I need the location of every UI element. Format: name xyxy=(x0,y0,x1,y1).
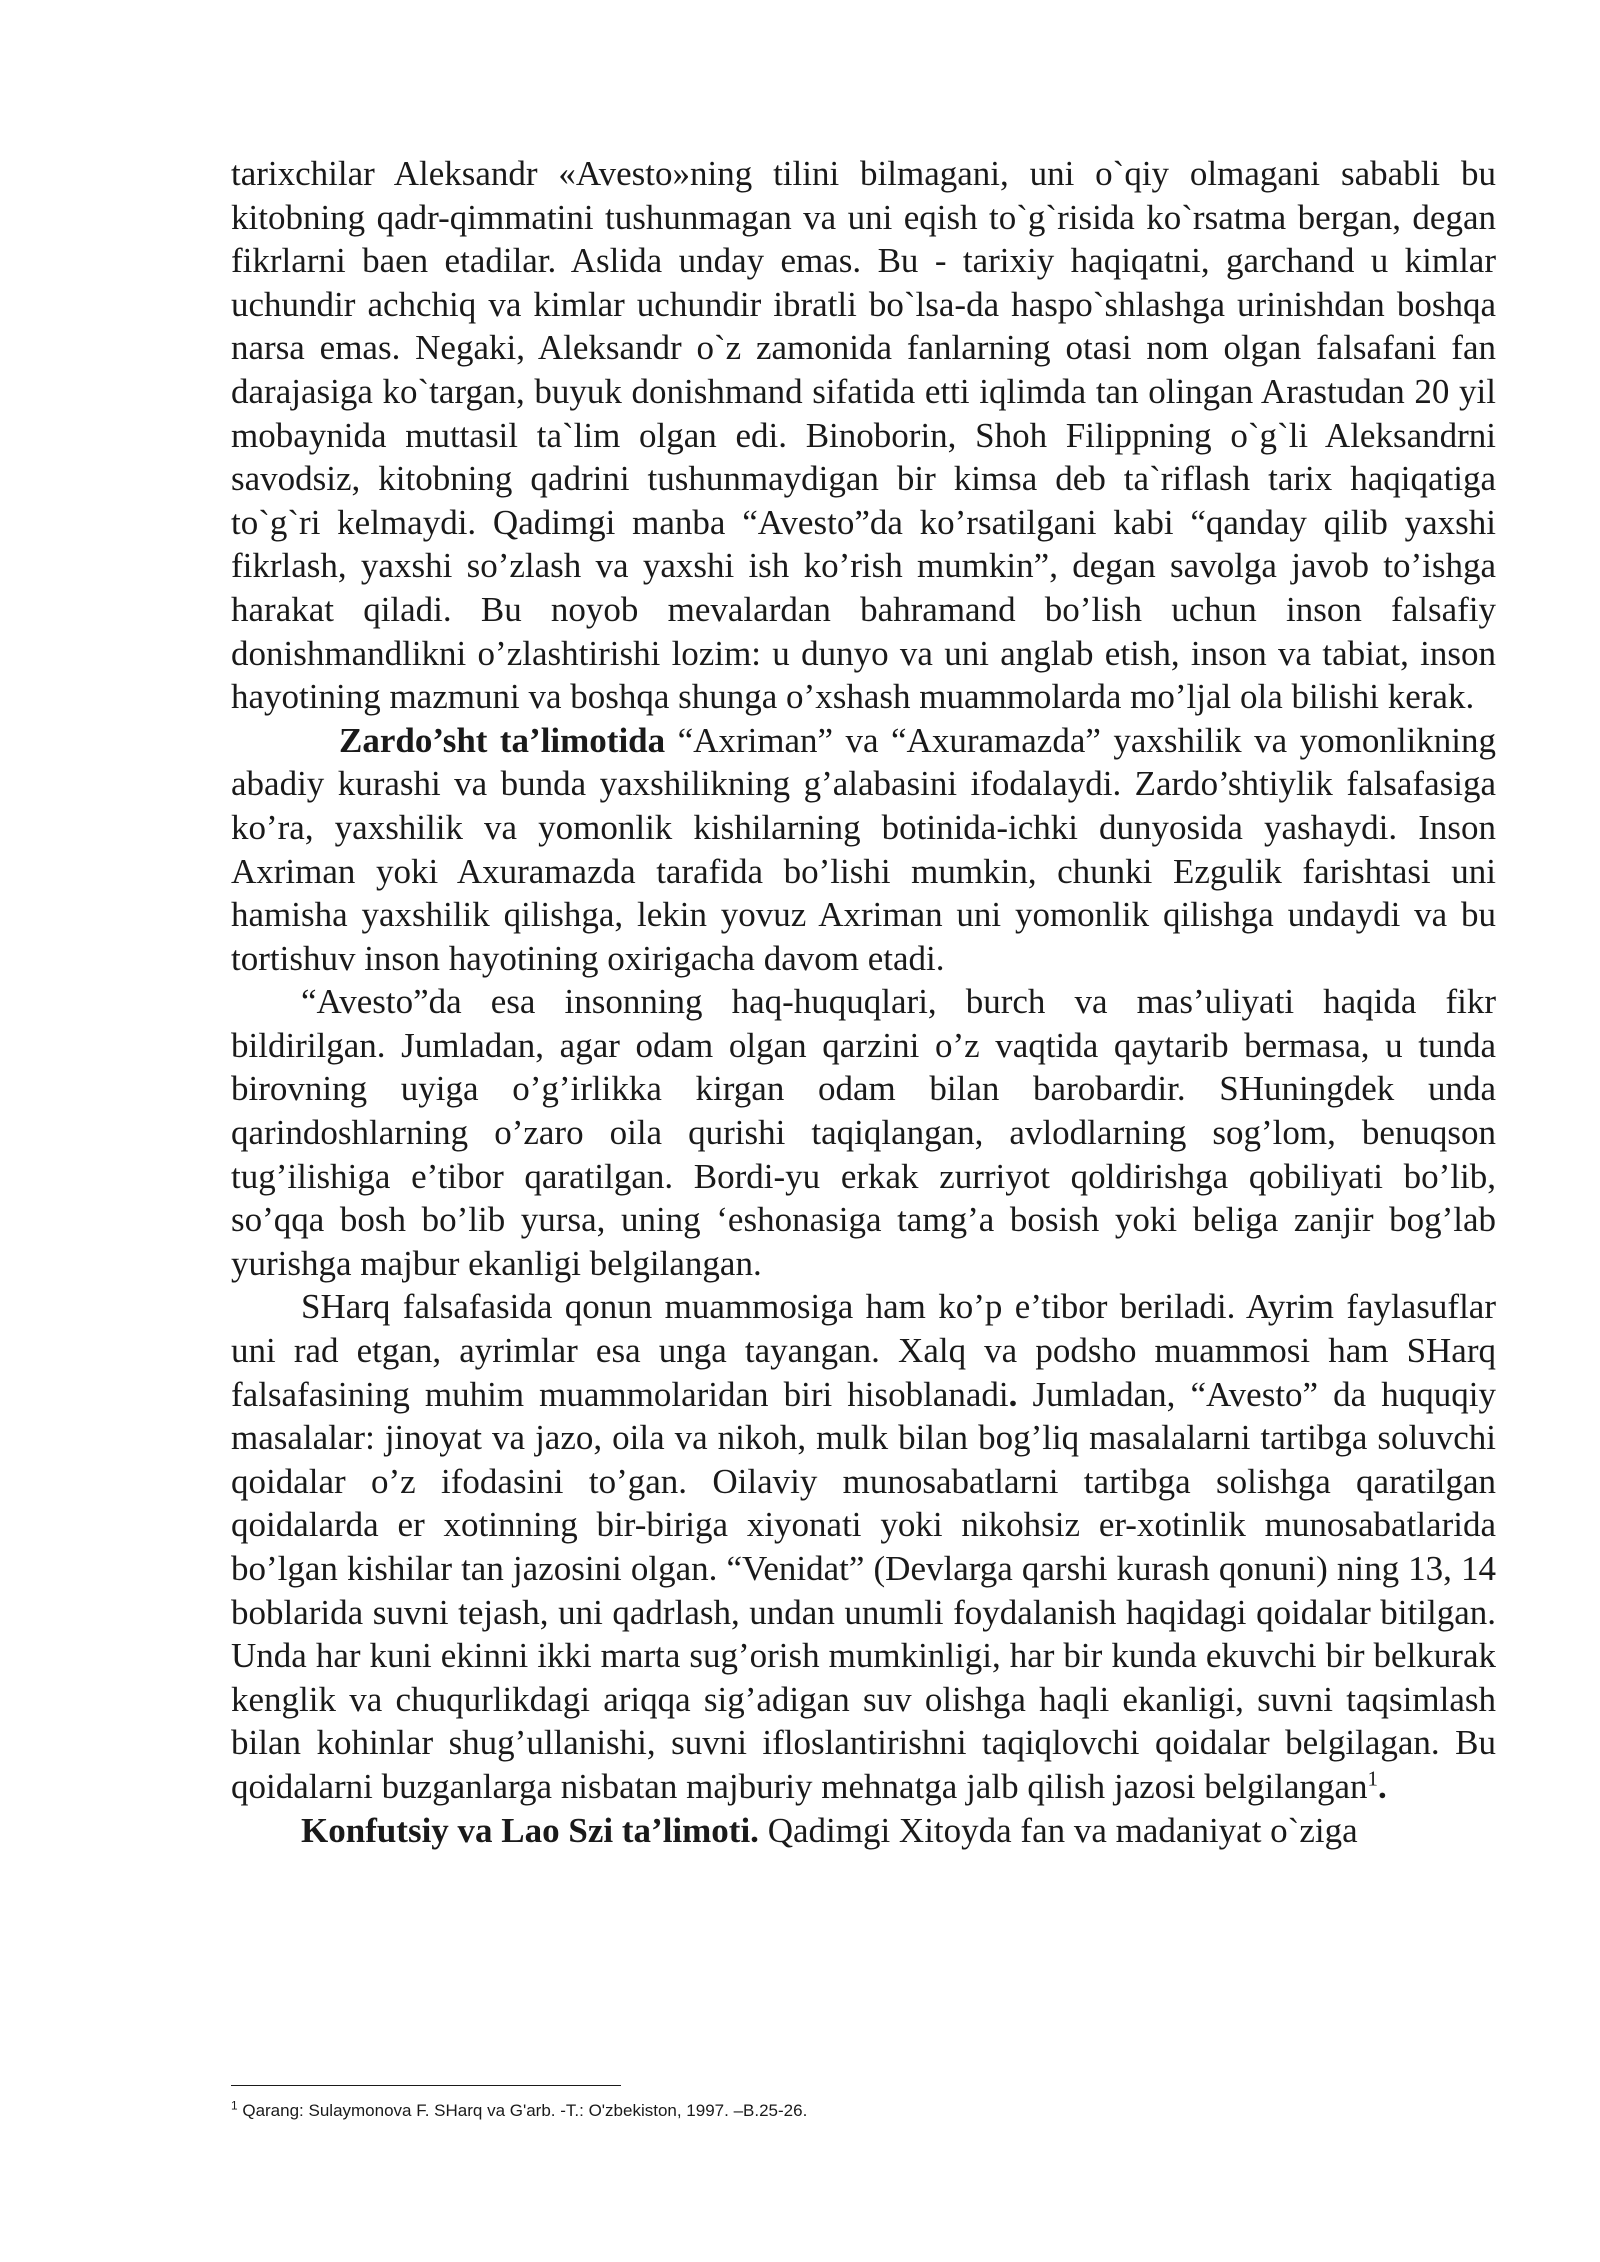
section-heading-konfutsiy: Konfutsiy va Lao Szi ta’limoti. xyxy=(301,1810,759,1850)
footnote-separator xyxy=(231,2085,621,2086)
paragraph-text: “Avesto”da esa insonning haq-huquqlari, burch va mas’uliyati haqida fikr bildirilgan. Jumladan, agar odam olgan qarzini o’z vaqtida qaytarib bermasa, u tunda birovning uyiga o’g’irlikka kirgan odam bilan barobardir. SHuningdek unda qarindoshlarning o’zaro oila qurishi taqiqlangan, avlodlarning sog’lom, benuqson tug’ilishiga e’tibor qaratilgan. Bordi-yu erkak zurriyot qoldirishga qobiliyati bo’lib, so’qqa bosh bo’lib yursa, uning ‘eshonasiga tamg’a bosish yoki beliga zanjir bog’lab yurishga majbur ekanligi belgilangan. xyxy=(231,982,1496,1283)
footnote-text: Qarang: Sulaymonova F. SHarq va G'arb. -T.: O'zbekiston, 1997. –B.25-26. xyxy=(237,2101,808,2120)
paragraph-text: SHarq falsafasida qonun muammosiga ham ko’p e’tibor beriladi. Ayrim faylasuflar uni rad etgan, ayrimlar esa unga tayangan. Xalq va podsho muammosi ham SHarq falsafasining muhim muammolaridan biri hisoblanadi xyxy=(231,1287,1496,1414)
footnote-marker: 1 xyxy=(231,2098,238,2113)
bold-period: . xyxy=(1378,1766,1387,1806)
paragraph-text: “Axriman” va “Axuramazda” yaxshilik va yomonlikning abadiy kurashi va bunda yaxshilikning g’alabasini ifodalaydi. Zardo’shtiylik falsafasiga ko’ra, yaxshilik va yomonlik kishilarning botinida-ichki dunyosida yashaydi. Inson Axriman yoki Axuramazda tarafida bo’lishi mumkin, chunki Ezgulik farishtasi uni hamisha yaxshilik qilishga, lekin yovuz Axriman uni yomonlik qilishga undaydi va bu tortishuv inson hayotining oxirigacha davom etadi. xyxy=(231,720,1497,978)
body-text xyxy=(231,152,1496,1852)
paragraph-text: tarixchilar Aleksandr «Avesto»ning tilini bilmagani, uni o`qiy olmagani sababli bu kitobning qadr-qimmatini tushunmagan va uni eqish to`g`risida ko`rsatma bergan, degan fikrlarni baen etadilar. Aslida unday emas. Bu - tarixiy haqiqatni, garchand u kimlar uchundir achchiq va kimlar uchundir ibratli bo`lsa-da haspo`shlashga urinishdan boshqa narsa emas. Negaki, Aleksandr o`z zamonida fanlarning otasi nom olgan falsafani fan darajasiga ko`targan, buyuk donishmand sifatida etti iqlimda tan olingan Arastudan 20 yil mobaynida muttasil ta`lim olgan edi. Binoborin, Shoh Filippning o`g`li Aleksandrni savodsiz, kitobning qadrini tushunmaydigan bir kimsa deb ta`riflash tarix haqiqatiga to`g`ri kelmaydi. Qadimgi manba “Avesto”da ko’rsatilgani kabi “qanday qilib yaxshi fikrlash, yaxshi so’zlash va yaxshi ish ko’rish mumkin”, degan savolga javob to’ishga harakat qiladi. Bu noyob mevalardan bahramand bo’lish uchun inson falsafiy donishmandlikni o’zlashtirishi lozim: u dunyo va uni anglab etish, inson va tabiat, inson hayotining mazmuni va boshqa shunga o’xshash muammolarda mo’ljal ola bilishi kerak. xyxy=(231,154,1496,717)
paragraph-qonun xyxy=(231,1285,1496,1808)
paragraph-huquq xyxy=(231,980,1496,1285)
bold-period: . xyxy=(1008,1374,1018,1414)
paragraph-text: Jumladan, “Avesto” da huquqiy masalalar: jinoyat va jazo, oila va nikoh, mulk bilan bog’liq masalalarni tartibga soluvchi qoidalar o’z ifodasini to’gan. Oilaviy munosabatlarni tartibga solishga qaratilgan qoidalarda er xotinning bir-biriga xiyonati yoki nikohsiz er-xotinlik munosabatlarida bo’lgan kishilar tan jazosini olgan. “Venidat” (Devlarga qarshi kurash qonuni) ning 13, 14 boblarida suvni tejash, uni qadrlash, undan unumli foydalanish haqidagi qoidalar bitilgan. Unda har kuni ekinni ikki marta sug’orish mumkinligi, har bir kunda ekuvchi bir belkurak kenglik va chuqurlikdagi ariqqa sig’adigan suv olishga haqli ekanligi, suvni taqsimlash bilan kohinlar shug’ullanishi, suvni ifloslantirishni taqiqlovchi qoidalar belgilagan. Bu qoidalarni buzganlarga nisbatan majburiy mehnatga jalb qilish jazosi belgilangan xyxy=(231,1374,1496,1806)
paragraph-text: Qadimgi Xitoyda fan va madaniyat o`ziga xyxy=(758,1810,1358,1850)
paragraph-zardosht xyxy=(231,719,1496,981)
paragraph-avesto-aleksandr xyxy=(231,152,1496,719)
footnote-reference[interactable]: 1 xyxy=(1367,1766,1379,1791)
paragraph-konfutsiy xyxy=(231,1809,1496,1853)
section-heading-zardosht: Zardo’sht ta’limotida xyxy=(339,720,666,760)
footnote xyxy=(231,2100,1496,2122)
